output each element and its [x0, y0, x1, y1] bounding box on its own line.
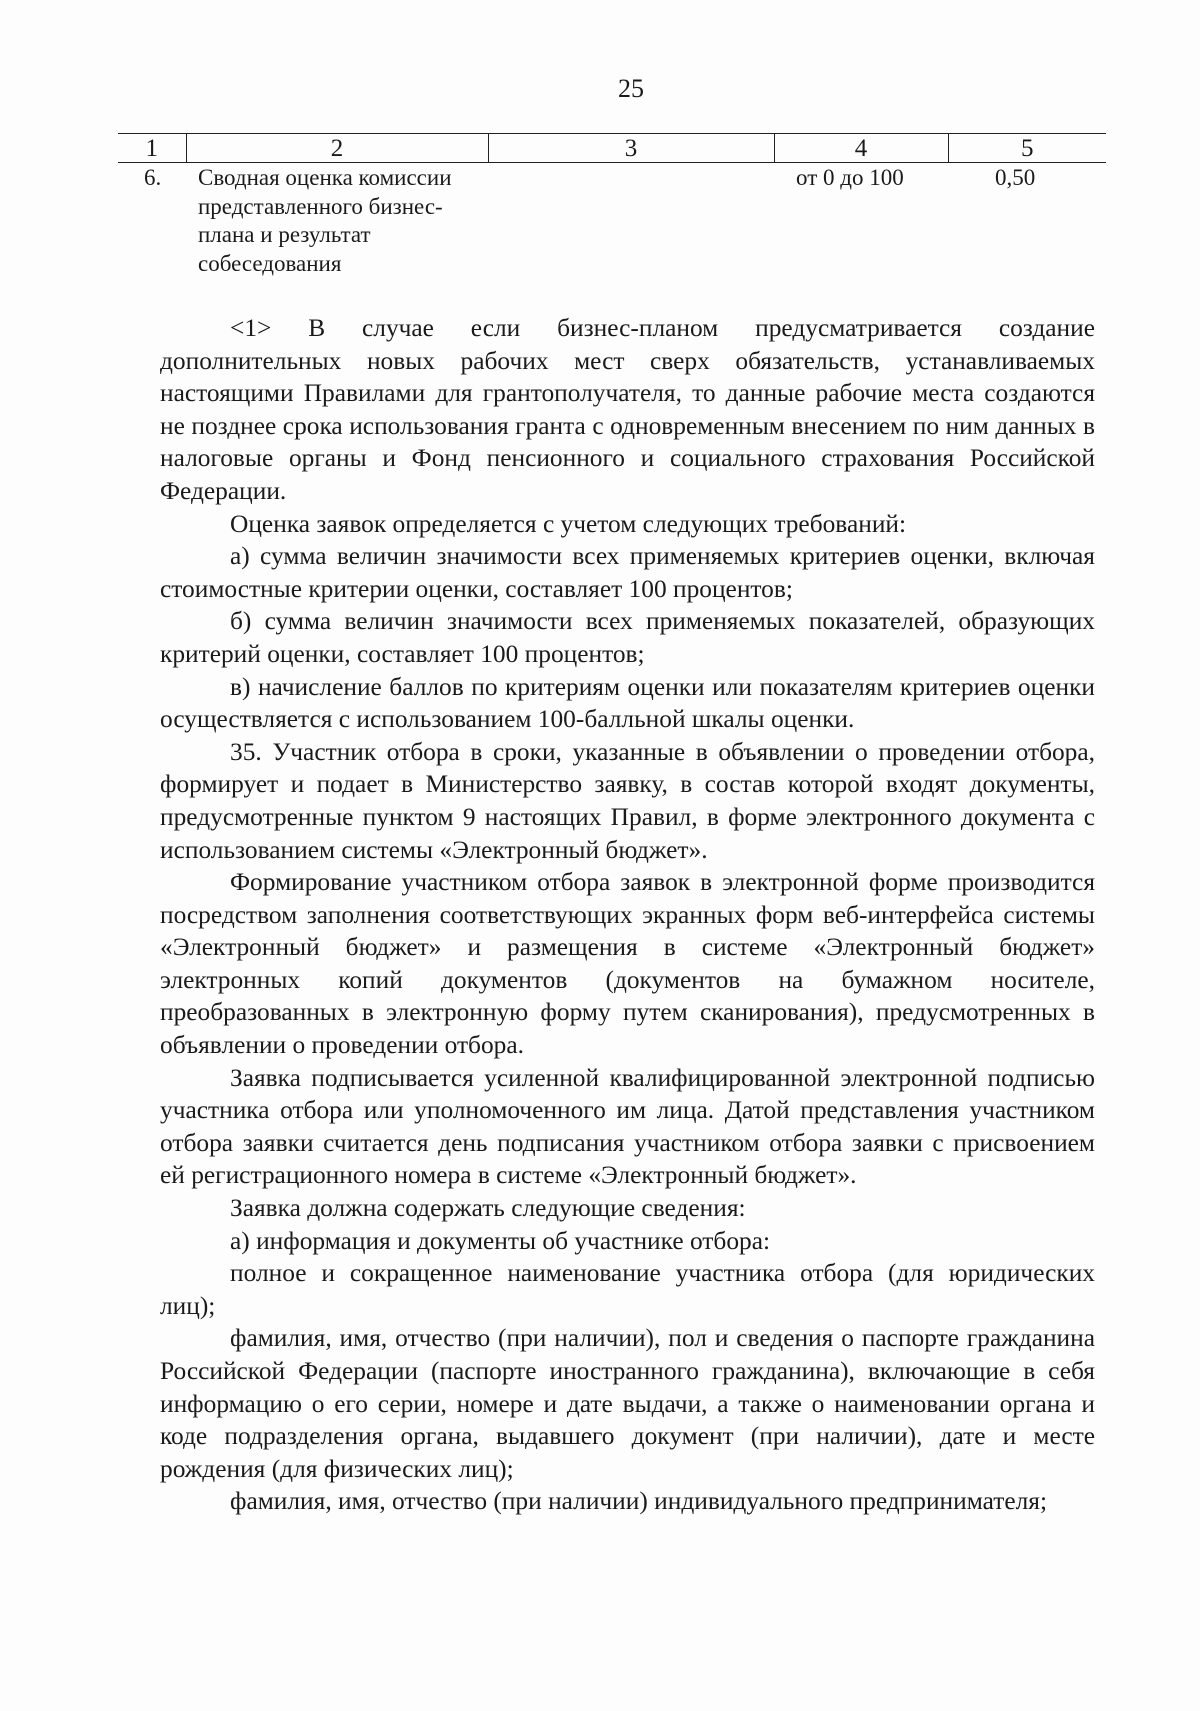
paragraph: а) информация и документы об участнике отбора:: [230, 1226, 771, 1255]
weight-value: 0,50: [995, 165, 1036, 190]
paragraph: Заявка должна содержать следующие сведения:: [230, 1194, 746, 1223]
footnote-paragraph: <1> В случае если бизнес-планом предусматривается создание дополнительных новых рабочих мест сверх обязательств, устанавливаемых настоящими Правилами для грантополучателя, то данные рабочие места создаются не позднее срока использования гранта с одновременным внесением по ним данных в налоговые органы и Фонд пенсионного и социального страхования Российской Федерации.: [160, 314, 1095, 505]
table-header-cell: 3: [488, 134, 774, 163]
row-number: 6.: [144, 165, 162, 190]
table-header-row: [118, 134, 1106, 163]
paragraph: Заявка подписывается усиленной квалифицированной электронной подписью участника отбора или уполномоченного им лица. Датой представления участником отбора заявки считается день подписания участником отбора заявки с присвоением ей регистрационного номера в системе «Электронный бюджет».: [160, 1063, 1095, 1190]
paragraph: Оценка заявок определяется с учетом следующих требований:: [230, 509, 907, 538]
score-range: от 0 до 100: [796, 165, 904, 190]
paragraph: полное и сокращенное наименование участника отбора (для юридических лиц);: [160, 1259, 1095, 1320]
table-header-cell: 5: [948, 134, 1106, 163]
paragraph: в) начисление баллов по критериям оценки или показателям критериев оценки осуществляется с использованием 100-балльной шкалы оценки.: [160, 672, 1095, 734]
paragraph: фамилия, имя, отчество (при наличии) индивидуального предпринимателя;: [230, 1487, 1047, 1516]
criterion-column-3: [488, 163, 774, 279]
paragraph: б) сумма величин значимости всех применяемых показателей, образующих критерий оценки, составляет 100 процентов;: [160, 607, 1095, 668]
table-row: [118, 163, 1106, 279]
paragraph: 35. Участник отбора в сроки, указанные в объявлении о проведении отбора, формирует и подает в Министерство заявку, в состав которой входят документы, предусмотренные пунктом 9 настоящих Правил, в форме электронного документа с использованием системы «Электронный бюджет».: [160, 737, 1095, 864]
paragraph: фамилия, имя, отчество (при наличии), пол и сведения о паспорте гражданина Российской Федерации (паспорте иностранного гражданина), включающие в себя информацию о его серии, номере и дате выдачи, а также о наименовании органа и коде подразделения органа, выдавшего документ (при наличии), дате и месте рождения (для физических лиц);: [160, 1324, 1095, 1483]
table-header-cell: 2: [186, 134, 488, 163]
document-body: [160, 312, 1095, 1518]
criteria-table: [118, 133, 1106, 278]
table-header-cell: 4: [774, 134, 948, 163]
paragraph: Формирование участником отбора заявок в электронной форме производится посредством заполнения соответствующих экранных форм веб-интерфейса системы «Электронный бюджет» и размещения в системе «Электронный бюджет» электронных копий документов (документов на бумажном носителе, преобразованных в электронную форму путем сканирования), предусмотренных в объявлении о проведении отбора.: [160, 868, 1095, 1060]
criterion-name: Сводная оценка комиссии представленного бизнес-плана и результат собеседования: [198, 165, 452, 276]
table-header-cell: 1: [118, 134, 186, 163]
page-number: 25: [618, 74, 644, 103]
paragraph: а) сумма величин значимости всех применяемых критериев оценки, включая стоимостные критерии оценки, составляет 100 процентов;: [160, 542, 1095, 603]
